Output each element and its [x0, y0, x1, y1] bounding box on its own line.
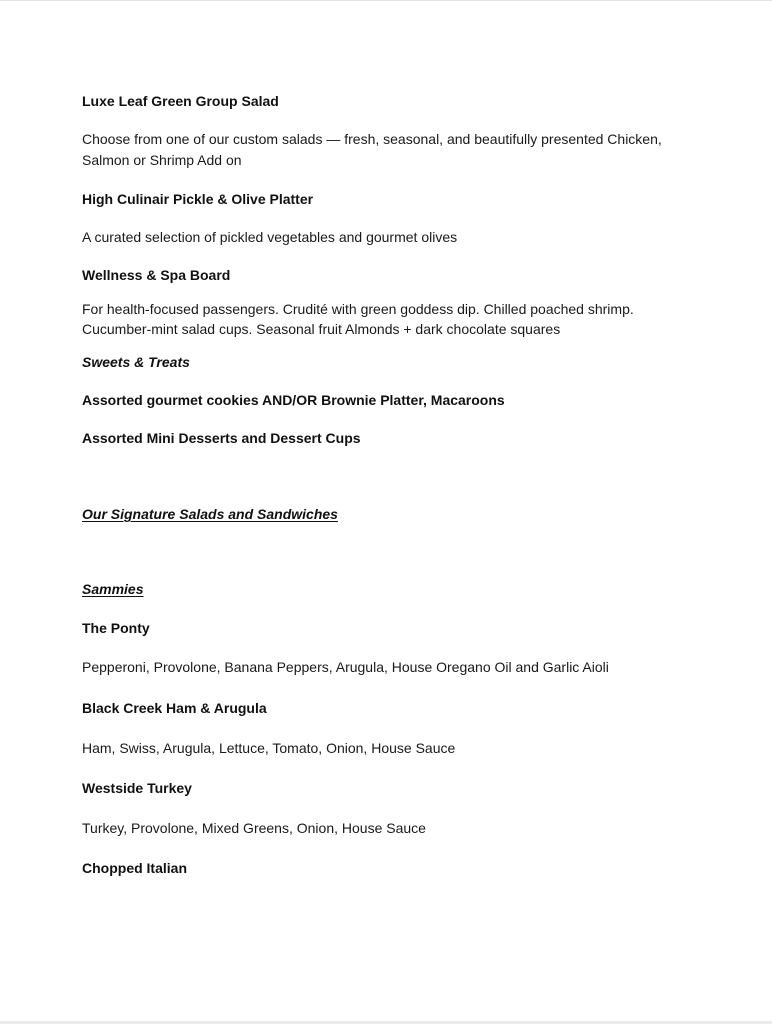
chopped-italian-title: Chopped Italian [82, 860, 187, 876]
ponty-title: The Ponty [82, 620, 150, 636]
pickle-platter-description: A curated selection of pickled vegetables and gourmet olives [82, 229, 458, 245]
sammies-heading: Sammies [82, 581, 144, 597]
pickle-platter-title: High Culinair Pickle & Olive Platter [82, 191, 314, 207]
westside-turkey-title: Westside Turkey [82, 780, 192, 796]
cookies-item: Assorted gourmet cookies AND/OR Brownie Platter, Macaroons [82, 392, 505, 408]
page-top-edge [0, 0, 772, 1]
sweets-heading: Sweets & Treats [82, 354, 190, 370]
luxe-leaf-title: Luxe Leaf Green Group Salad [82, 93, 279, 109]
luxe-leaf-description: Choose from one of our custom salads — fresh, seasonal, and beautifully presented Chicken, Salmon or Shrimp Add on [82, 131, 662, 168]
signature-heading: Our Signature Salads and Sandwiches [82, 506, 338, 522]
wellness-board-title: Wellness & Spa Board [82, 267, 231, 283]
mini-desserts-item: Assorted Mini Desserts and Dessert Cups [82, 430, 361, 446]
westside-turkey-description: Turkey, Provolone, Mixed Greens, Onion, House Sauce [82, 820, 426, 836]
ham-arugula-description: Ham, Swiss, Arugula, Lettuce, Tomato, Onion, House Sauce [82, 740, 456, 756]
ponty-description: Pepperoni, Provolone, Banana Peppers, Arugula, House Oregano Oil and Garlic Aioli [82, 659, 609, 675]
wellness-board-description: For health-focused passengers. Crudité with green goddess dip. Chilled poached shrimp. Cucumber-mint salad cups. Seasonal fruit Almonds + dark chocolate squares [82, 301, 634, 337]
ham-arugula-title: Black Creek Ham & Arugula [82, 700, 267, 716]
